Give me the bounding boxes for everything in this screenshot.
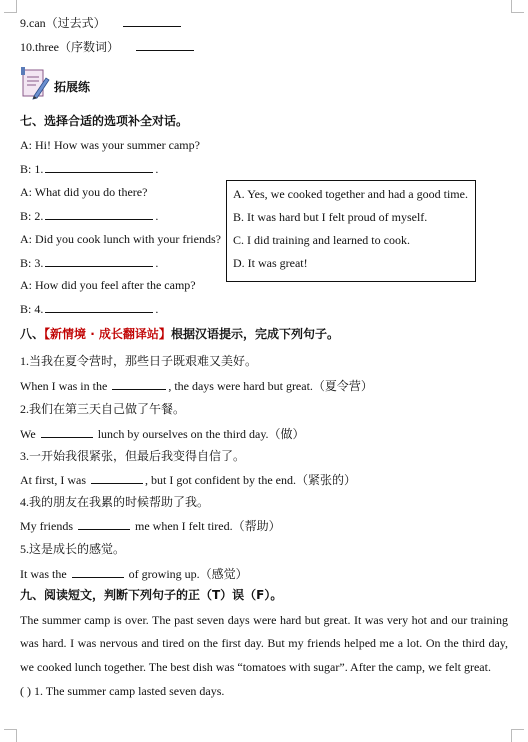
option-b: B. It was hard but I felt proud of myself. — [233, 210, 428, 224]
option-a: A. Yes, we cooked together and had a good time. — [233, 187, 468, 201]
dialog-line-5 — [20, 231, 221, 247]
dialog-text: A: What did you do there? — [20, 185, 148, 199]
passage-line-3: we cooked lunch together. The best dish was “tomatoes with sugar”. After the camp, we felt great. — [20, 660, 491, 674]
corner-mark-bottom-left — [4, 729, 17, 742]
sentence-start: When I was in the — [20, 379, 108, 393]
section9-title: 九、阅读短文，判断下列句子的正（T）误（F）。 — [20, 588, 283, 602]
translate-cn-4: 4.我的朋友在我累的时候帮助了我。 — [20, 495, 210, 509]
dialog-line-1 — [20, 137, 200, 153]
dialog-text: B: 3. — [20, 256, 44, 270]
sentence-end: of growing up.（感觉） — [128, 567, 248, 581]
dialog-line-2: B: 1. . — [20, 162, 159, 176]
passage-line-2: was hard. I was nervous and tired on the first day. But my friends helped me a lot. On the third day, — [20, 636, 508, 650]
answer-blank[interactable] — [45, 207, 153, 220]
answer-blank[interactable] — [45, 300, 153, 313]
item-9-text: 9.can（过去式） — [20, 16, 106, 30]
translate-en-4 — [20, 517, 281, 534]
options-box — [226, 180, 476, 282]
sentence-start: At first, I was — [20, 473, 86, 487]
item-10-text: 10.three（序数词） — [20, 40, 119, 54]
dialog-text: A: Did you cook lunch with your friends? — [20, 232, 221, 246]
translate-en-3 — [20, 471, 356, 488]
question-1[interactable]: ( ) 1. The summer camp lasted seven days. — [20, 684, 225, 698]
answer-blank[interactable] — [123, 14, 181, 27]
translate-cn-3: 3.一开始我很紧张，但最后我变得自信了。 — [20, 449, 246, 463]
answer-blank[interactable] — [136, 38, 194, 51]
section8-suffix: 根据汉语提示，完成下列句子。 — [170, 327, 339, 341]
section8-tag: 【新情境 · 成长翻译站】 — [44, 327, 171, 341]
dialog-text: B: 2. — [20, 209, 44, 223]
answer-blank[interactable] — [112, 377, 166, 390]
translate-en-2 — [20, 425, 305, 442]
item-10 — [20, 38, 196, 55]
passage-line-1: The summer camp is over. The past seven days were hard but great. It was very hot and our training — [20, 613, 508, 627]
dialog-text: A: How did you feel after the camp? — [20, 278, 196, 292]
translate-en-5 — [20, 565, 248, 582]
sentence-end: lunch by ourselves on the third day.（做） — [97, 427, 305, 441]
sentence-end: , the days were hard but great.（夏令营） — [168, 379, 373, 393]
section8-prefix: 八、 — [20, 327, 45, 341]
notepad-pencil-icon — [20, 66, 48, 98]
dialog-line-3 — [20, 184, 147, 200]
corner-mark-top-right — [511, 0, 524, 13]
dialog-line-8: B: 4. . — [20, 302, 159, 316]
dialog-text: A: Hi! How was your summer camp? — [20, 138, 200, 152]
translate-en-1 — [20, 377, 373, 394]
corner-mark-bottom-right — [511, 729, 524, 742]
answer-blank[interactable] — [91, 471, 143, 484]
section7-title: 七、选择合适的选项补全对话。 — [20, 114, 189, 128]
answer-blank[interactable] — [78, 517, 130, 530]
item-9 — [20, 14, 183, 31]
sentence-start: We — [20, 427, 36, 441]
translate-cn-5: 5.这是成长的感觉。 — [20, 542, 126, 556]
dialog-line-7 — [20, 277, 196, 293]
translate-cn-1: 1.当我在夏令营时，那些日子既艰难又美好。 — [20, 354, 258, 368]
translate-cn-2: 2.我们在第三天自己做了午餐。 — [20, 402, 186, 416]
sentence-start: It was the — [20, 567, 67, 581]
option-d: D. It was great! — [233, 256, 308, 270]
answer-blank[interactable] — [45, 160, 153, 173]
section-extend-label: 拓展练 — [54, 80, 91, 94]
corner-mark-top-left — [4, 0, 17, 13]
answer-blank[interactable] — [45, 254, 153, 267]
dialog-text: B: 4. — [20, 302, 44, 316]
dialog-line-6: B: 3. . — [20, 256, 159, 270]
sentence-end: me when I felt tired.（帮助） — [135, 519, 281, 533]
section8-title — [20, 326, 339, 342]
dialog-line-4: B: 2. . — [20, 209, 159, 223]
dialog-text: B: 1. — [20, 162, 44, 176]
answer-blank[interactable] — [41, 425, 93, 438]
sentence-end: , but I got confident by the end.（紧张的） — [145, 473, 356, 487]
option-c: C. I did training and learned to cook. — [233, 233, 410, 247]
sentence-start: My friends — [20, 519, 73, 533]
answer-blank[interactable] — [72, 565, 124, 578]
